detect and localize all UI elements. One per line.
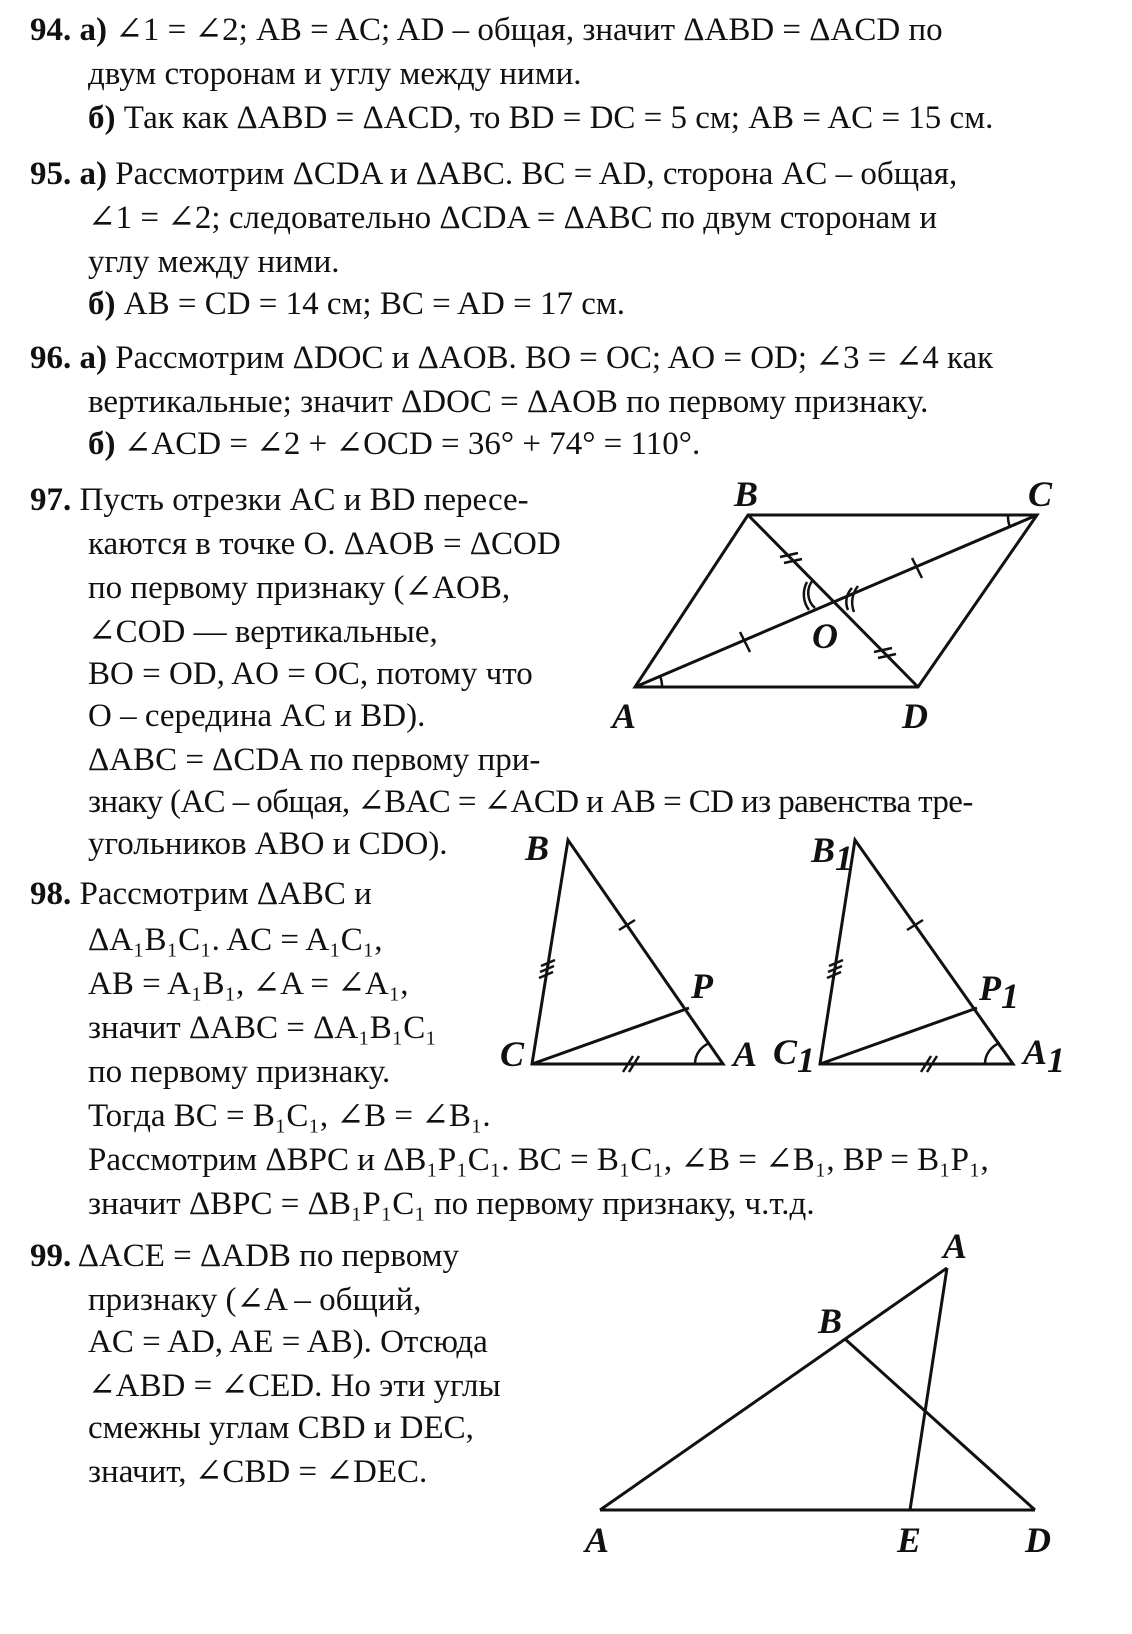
tri1-vertex-a-label: A — [733, 1034, 758, 1074]
diagonal-bd — [748, 515, 918, 687]
problem-97-number: 97. — [30, 482, 72, 518]
problem-95-a-label: а) — [79, 156, 107, 192]
problem-94-a-text-1: ∠1 = ∠2; AB = AC; AD – общая, значит ΔABD = ΔACD по — [115, 12, 943, 48]
problem-98-text-7: Рассмотрим ΔBPC и ΔB₁P₁C₁. BC = B₁C₁, ∠B = ∠B₁, BP = B₁P₁, — [88, 1142, 989, 1178]
problem-99-text-6: значит, ∠CBD = ∠DEC. — [88, 1454, 428, 1490]
problem-98-line-1 — [30, 872, 372, 916]
problem-98-text-3: AB = A₁B₁, ∠A = ∠A₁, — [88, 966, 409, 1002]
tri2-a-sub: 1 — [1047, 1040, 1066, 1080]
problem-97-text-5: BO = OD, AO = OC, потому что — [88, 656, 533, 692]
segment-c1p1 — [820, 1008, 977, 1064]
problem-96-a-text-2: вертикальные; значит ΔDOC = ΔAOB по первому признаку. — [88, 384, 929, 420]
segment-ce — [910, 1268, 947, 1510]
angle-arc-cod-2 — [852, 586, 858, 612]
tri2-vertex-b-label — [810, 830, 853, 878]
segment-bd — [845, 1339, 1035, 1510]
problem-96-number: 96. — [30, 340, 72, 376]
tri2-b-sub: 1 — [835, 838, 854, 878]
tick-bp — [619, 920, 635, 930]
tri2-p-sub: 1 — [1001, 976, 1019, 1016]
problem-97-text-1: Пусть отрезки AC и BD пересе- — [79, 482, 529, 518]
tri2-vertex-a-label — [1021, 1032, 1065, 1080]
problem-94-a-text-2: двум сторонам и углу между ними. — [88, 56, 582, 92]
tri1-vertex-c-label: C — [500, 1034, 525, 1074]
problem-95-line-1 — [30, 152, 957, 196]
point-o-label: O — [812, 616, 838, 656]
problem-97-text-4: ∠COD — вертикальные, — [88, 614, 438, 650]
problem-94-line-1 — [30, 8, 943, 52]
problem-98-text-2: ΔA₁B₁C₁. AC = A₁C₁, — [88, 922, 383, 958]
vertex-b-label: B — [734, 474, 759, 514]
problem-94-number: 94. — [30, 12, 72, 48]
problem-97-line-1 — [30, 478, 529, 522]
problem-98-text-6: Тогда BC = B₁C₁, ∠B = ∠B₁. — [88, 1098, 491, 1134]
problem-96-b-text: ∠ACD = ∠2 + ∠OCD = 36° + 74° = 110°. — [123, 426, 701, 462]
vertex-e-label: E — [897, 1520, 922, 1560]
problem-99-text-4: ∠ABD = ∠CED. Но эти углы — [88, 1368, 501, 1404]
angle-arc-aob-1 — [808, 580, 815, 608]
tri2-a-letter: A — [1023, 1032, 1048, 1072]
tri2-c-sub: 1 — [797, 1040, 816, 1080]
problem-98-text-1: Рассмотрим ΔABC и — [79, 876, 372, 912]
problem-97-text-2: каются в точке O. ΔAOB = ΔCOD — [88, 526, 561, 562]
problem-99-line-1 — [30, 1234, 459, 1278]
problem-97-text-7: ΔABC = ΔCDA по первому при- — [88, 742, 541, 778]
tick-b1p1 — [907, 920, 923, 930]
tri2-c-letter: C — [773, 1032, 798, 1072]
problem-95-line-4 — [88, 282, 625, 326]
problem-99-text-1: ΔACE = ΔADB по первому — [77, 1238, 459, 1274]
angle-arc-a — [660, 676, 662, 687]
problem-95-b-text: AB = CD = 14 см; BC = AD = 17 см. — [123, 286, 625, 322]
problem-96-line-1 — [30, 336, 993, 380]
tri2-point-p-label — [978, 968, 1019, 1016]
triangles-99-figure — [575, 1220, 1075, 1630]
problem-99-number: 99. — [30, 1238, 72, 1274]
vertex-a-bottom-label: A — [585, 1520, 610, 1560]
vertex-a-top-label: A — [943, 1226, 968, 1266]
problem-94-a-label: а) — [79, 12, 107, 48]
tri2-b-letter: B — [811, 830, 836, 870]
problem-96-line-3 — [88, 422, 700, 466]
tri1-point-p-label: P — [691, 966, 713, 1006]
problem-96-a-label: а) — [79, 340, 107, 376]
problem-95-a-text-3: углу между ними. — [88, 244, 340, 280]
problem-98-text-4: значит ΔABC = ΔA₁B₁C₁ — [88, 1010, 437, 1046]
vertex-a-label: A — [612, 696, 637, 736]
problem-97-text-8: знаку (AC – общая, ∠BAC = ∠ACD и AB = CD из равенства тре- — [88, 784, 973, 820]
problem-94-b-label: б) — [88, 100, 116, 136]
problem-99-text-2: признаку (∠A – общий, — [88, 1282, 422, 1318]
segment-ac — [600, 1268, 947, 1510]
problem-97-text-9: угольников ABO и CDO). — [88, 826, 448, 862]
tri1-vertex-b-label: B — [525, 828, 550, 868]
problem-97-text-6: O – середина AC и BD). — [88, 698, 426, 734]
vertex-d-label: D — [902, 696, 928, 736]
problem-94-line-3 — [88, 96, 993, 140]
tri2-p-letter: P — [979, 968, 1001, 1008]
angle-arc-a-tri1 — [695, 1043, 710, 1064]
problem-99-text-5: смежны углам CBD и DEC, — [88, 1410, 474, 1446]
problem-95-a-text-2: ∠1 = ∠2; следовательно ΔCDA = ΔABC по двум сторонам и — [88, 200, 937, 236]
vertex-b-label: B — [818, 1301, 843, 1341]
problem-94-b-text: Так как ΔABD = ΔACD, то BD = DC = 5 см; AB = AC = 15 см. — [123, 100, 994, 136]
angle-arc-c — [1008, 515, 1010, 527]
problem-98-text-8: значит ΔBPC = ΔB₁P₁C₁ по первому признаку, ч.т.д. — [88, 1186, 815, 1222]
problem-99-text-3: AC = AD, AE = AB). Отсюда — [88, 1324, 488, 1360]
vertex-d-label: D — [1025, 1520, 1051, 1560]
problem-97-text-3: по первому признаку (∠AOB, — [88, 570, 511, 606]
problem-95-a-text-1: Рассмотрим ΔCDA и ΔABC. BC = AD, сторона AC – общая, — [115, 156, 958, 192]
segment-cp — [532, 1008, 689, 1064]
problem-98-text-5: по первому признаку. — [88, 1054, 391, 1090]
problem-98-number: 98. — [30, 876, 72, 912]
angle-arc-a-tri2 — [985, 1043, 1000, 1064]
tri2-vertex-c-label — [773, 1032, 815, 1080]
problem-95-number: 95. — [30, 156, 72, 192]
problem-96-a-text-1: Рассмотрим ΔDOC и ΔAOB. BO = OC; AO = OD; ∠3 = ∠4 как — [115, 340, 994, 376]
problem-95-b-label: б) — [88, 286, 116, 322]
problem-96-b-label: б) — [88, 426, 116, 462]
triangles-figure — [495, 828, 1075, 1088]
parallelogram-figure — [600, 470, 1070, 740]
vertex-c-label: C — [1028, 474, 1053, 514]
